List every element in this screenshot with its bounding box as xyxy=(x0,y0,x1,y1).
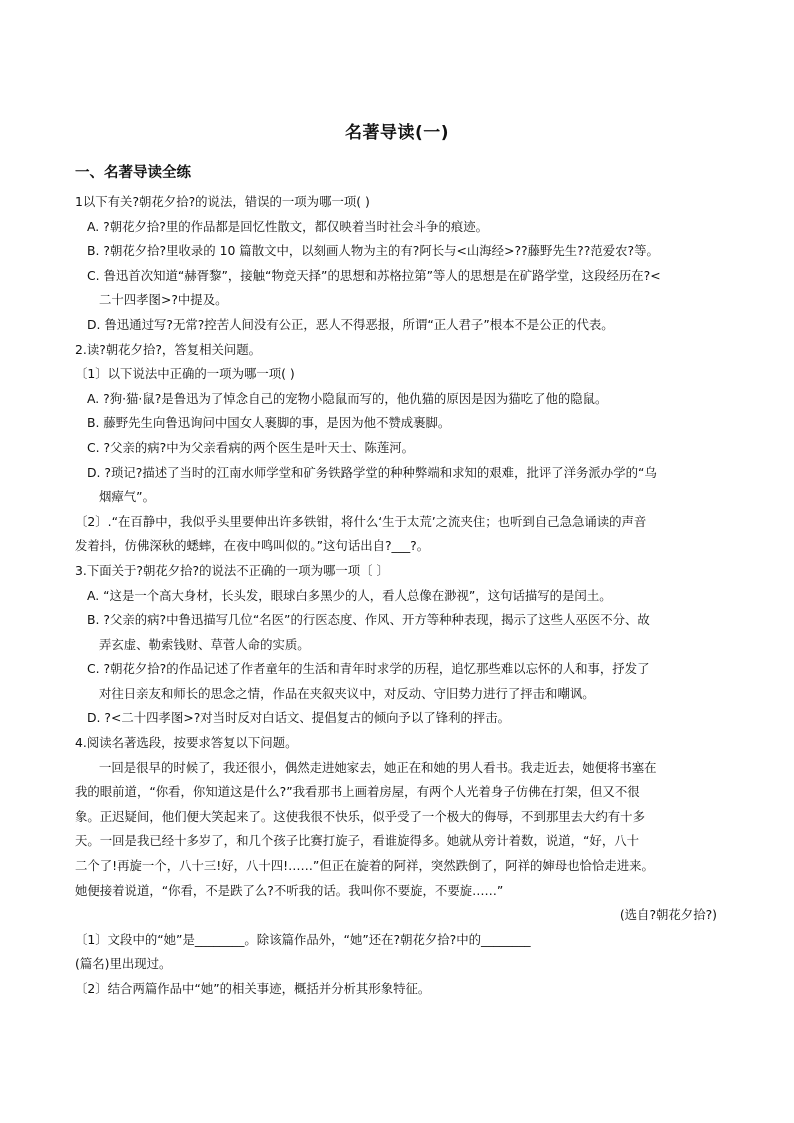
text-line: 2.读?朝花夕拾?，答复相关问题。 xyxy=(75,341,262,357)
text-line: C. 鲁迅首次知道“赫胥黎”，接触“物竞天择”的思想和苏格拉第”等人的思想是在矿路学堂，这段经历在?< xyxy=(87,267,661,283)
text-line: 弄玄虚、勒索钱财、草菅人命的实质。 xyxy=(99,636,310,652)
page-title: 名著导读(一) xyxy=(344,123,450,143)
text-line: 一回是很早的时候了，我还很小，偶然走进她家去，她正在和她的男人看书。我走近去，她便将书塞在 xyxy=(99,759,657,775)
text-line: 〔1〕文段中的“她”是________。除该篇作品外，“她”还在?朝花夕拾?中的________ xyxy=(75,931,531,947)
text-line: (篇名)里出现过。 xyxy=(75,956,172,972)
text-line: B. ?父亲的病?中鲁迅描写几位“名医”的行医态度、作风、开方等种种表现，揭示了这些人巫医不分、故 xyxy=(87,612,650,628)
text-line: 象。正迟疑间，他们便大笑起来了。这使我很不快乐，似乎受了一个极大的侮辱，不到那里去大约有十多 xyxy=(75,808,645,824)
text-line: 对往日亲友和师长的思念之情，作品在夹叙夹议中，对反动、守旧势力进行了抨击和嘲讽。 xyxy=(99,685,595,701)
text-line: 我的眼前道，“你看，你知道这是什么?”我看那书上画着房屋，有两个人光着身子仿佛在打架，但又不很 xyxy=(75,784,640,800)
text-line: 发着抖，仿佛深秋的蟋蟀，在夜中鸣叫似的。”这句话出自?___?。 xyxy=(75,538,430,554)
text-line: A. ?狗·猫·鼠?是鲁迅为了悼念自己的宠物小隐鼠而写的，他仇猫的原因是因为猫吃了他的隐鼠。 xyxy=(87,390,608,406)
text-line: A. ?朝花夕拾?里的作品都是回忆性散文，都仅映着当时社会斗争的痕迹。 xyxy=(87,218,489,234)
text-line: 二十四孝图>?中提及。 xyxy=(99,292,228,308)
question-content xyxy=(75,190,719,1002)
text-line: 1以下有关?朝花夕拾?的说法，错误的一项为哪一项( ) xyxy=(75,194,370,209)
text-line: 她便接着说道，“你看，不是跌了么?不听我的话。我叫你不要旋，不要旋……” xyxy=(75,882,504,898)
text-line: A. “这是一个高大身材，长头发，眼球白多黑少的人，看人总像在渺视”，这句话描写的是闰土。 xyxy=(87,587,612,603)
text-line: 天。一回是我已经十多岁了，和几个孩子比赛打旋子，看谁旋得多。她就从旁计着数，说道，“好，八十 xyxy=(75,833,639,849)
text-line: 〔2〕结合两篇作品中“她”的相关事迹，概括并分析其形象特征。 xyxy=(75,981,431,996)
text-line: C. ?父亲的病?中为父亲看病的两个医生是叶天士、陈莲河。 xyxy=(87,439,415,455)
text-line: 4.阅读名著选段，按要求答复以下问题。 xyxy=(75,735,298,751)
text-line: C. ?朝花夕拾?的作品记述了作者童年的生活和青年时求学的历程，追忆那些难以忘怀的人和事，抒发了 xyxy=(87,661,650,677)
text-line: B. ?朝花夕拾?里收录的 10 篇散文中，以刻画人物为主的有?阿长与<山海经>??藤野先生??范爱农?等。 xyxy=(87,243,659,259)
text-line: 〔2〕.“在百静中，我似乎头里要伸出许多铁钳，将什么‘生于太荒’之流夹住；也听到自己急急诵读的声音 xyxy=(75,513,647,529)
text-line: B. 藤野先生向鲁迅询问中国女人裹脚的事，是因为他不赞成裹脚。 xyxy=(87,415,451,431)
text-line: D. ?<二十四孝图>?对当时反对白话文、提倡复古的倾向予以了锋利的抨击。 xyxy=(87,710,511,726)
text-line: (选自?朝花夕拾?) xyxy=(619,907,717,923)
text-line: 3.下面关于?朝花夕拾?的说法不正确的一项为哪一项〔 〕 xyxy=(75,562,389,578)
text-line: 二个了!再旋一个，八十三!好，八十四!……”但正在旋着的阿祥，突然跌倒了，阿祥的婶母也恰恰走进来。 xyxy=(75,858,654,874)
text-line: D. 鲁迅通过写?无常?控苦人间没有公正，恶人不得恶报，所谓“正人君子”根本不是公正的代表。 xyxy=(87,316,614,332)
section-heading: 一、名著导读全练 xyxy=(75,165,191,181)
text-line: 烟瘴气”。 xyxy=(99,489,155,505)
text-line: 〔1〕以下说法中正确的一项为哪一项( ) xyxy=(75,366,295,382)
text-line: D. ?琐记?描述了当时的江南水师学堂和矿务铁路学堂的种种弊端和求知的艰难，批评了洋务派办学的“乌 xyxy=(87,464,657,480)
